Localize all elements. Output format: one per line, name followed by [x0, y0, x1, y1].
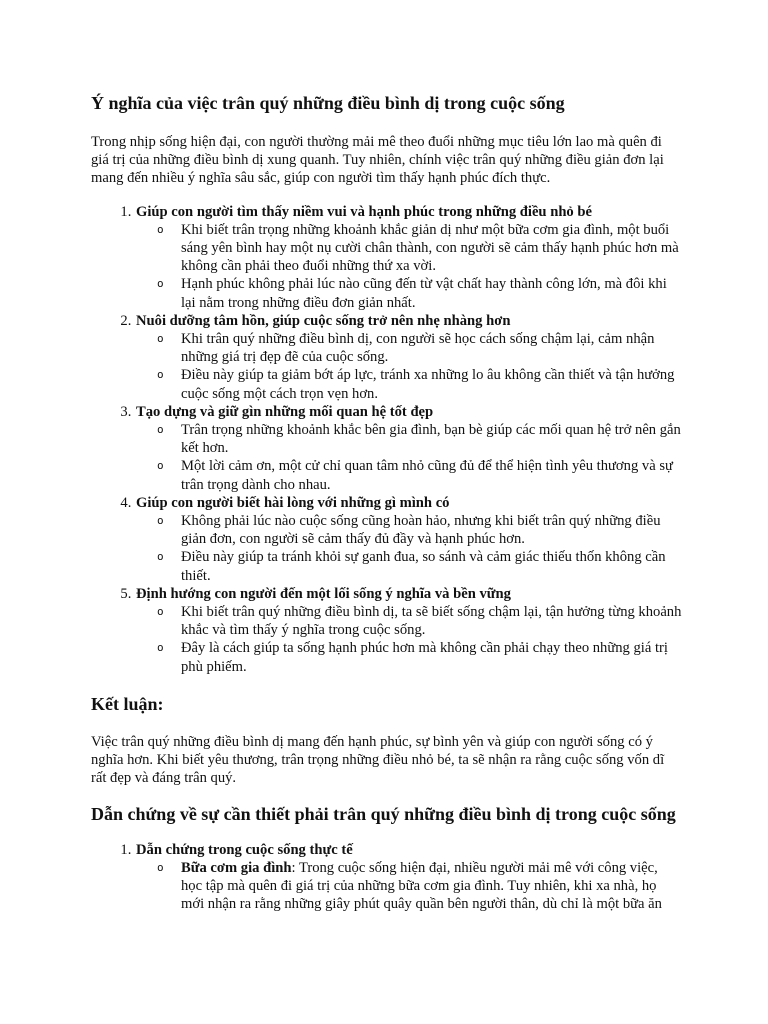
sub-bullet-list	[136, 603, 682, 676]
conclusion-heading: Kết luận:	[91, 693, 164, 714]
intro-paragraph: Trong nhịp sống hiện đại, con người thường mải mê theo đuổi những mục tiêu lớn lao mà quên đi giá trị của những điều bình dị xung quanh. Tuy nhiên, chính việc trân quý những điều giản đơn lại mang đến nhiều ý nghĩa sâu sắc, giúp con người tìm thấy hạnh phúc đích thực.	[91, 134, 664, 187]
sub-bullet: o Khi trân quý những điều bình dị, con người sẽ học cách sống chậm lại, cảm nhận những giá trị đẹp đẽ của cuộc sống.	[157, 330, 682, 366]
sub-bullet: o Không phải lúc nào cuộc sống cũng hoàn hảo, nhưng khi biết trân quý những điều giản đơn, con người sẽ cảm thấy đủ đầy và hạnh phúc hơn.	[157, 512, 682, 548]
sub-bullet-list	[136, 330, 682, 403]
list-item	[135, 841, 682, 914]
sub-bullet-list	[136, 512, 682, 585]
point-heading: Giúp con người biết hài lòng với những gì mình có	[136, 494, 450, 511]
point-heading: Tạo dựng và giữ gìn những mối quan hệ tốt đẹp	[136, 403, 434, 420]
sub-bullet: o Điều này giúp ta giảm bớt áp lực, tránh xa những lo âu không cần thiết và tận hưởng cuộc sống một cách trọn vẹn hơn.	[157, 366, 682, 402]
sub-bullet: o Trân trọng những khoảnh khắc bên gia đình, bạn bè giúp các mối quan hệ trở nên gắn kết hơn.	[157, 421, 682, 457]
meaning-list	[91, 203, 682, 676]
sub-bullet: o Điều này giúp ta tránh khỏi sự ganh đua, so sánh và cảm giác thiếu thốn không cần thiết.	[157, 548, 682, 584]
sub-bullet: o Một lời cảm ơn, một cử chỉ quan tâm nhỏ cũng đủ để thể hiện tình yêu thương và sự trân trọng dành cho nhau.	[157, 457, 682, 493]
point-heading: Định hướng con người đến một lối sống ý nghĩa và bền vững	[136, 585, 511, 602]
sub-bullet: o Đây là cách giúp ta sống hạnh phúc hơn mà không cần phải chạy theo những giá trị phù phiếm.	[157, 639, 682, 675]
point-heading: Giúp con người tìm thấy niềm vui và hạnh phúc trong những điều nhỏ bé	[136, 203, 592, 220]
list-item	[135, 494, 682, 585]
sub-bullet-list	[136, 421, 682, 494]
bullet-text: : Trong cuộc sống hiện đại, nhiều người mải mê với công việc, học tập mà quên đi giá trị của những bữa cơm gia đình. Tuy nhiên, khi xa nhà, họ mới nhận ra rằng những giây phút quây quần bên người thân, dù chỉ là một bữa ăn	[181, 859, 662, 913]
list-item	[135, 403, 682, 494]
list-item	[135, 203, 682, 312]
sub-bullet-list	[136, 859, 682, 914]
sub-bullet: o Khi biết trân trọng những khoảnh khắc giản dị như một bữa cơm gia đình, một buổi sáng yên bình hay một nụ cười chân thành, con người sẽ cảm thấy hạnh phúc hơn mà không cần phải theo đuổi những thứ xa vời.	[157, 221, 682, 276]
point-heading: Nuôi dưỡng tâm hồn, giúp cuộc sống trở nên nhẹ nhàng hơn	[136, 312, 511, 329]
document-title: Ý nghĩa của việc trân quý những điều bình dị trong cuộc sống	[91, 93, 565, 113]
sub-bullet: o Hạnh phúc không phải lúc nào cũng đến từ vật chất hay thành công lớn, mà đôi khi lại nằm trong những điều đơn giản nhất.	[157, 275, 682, 311]
sub-bullet-list	[136, 221, 682, 312]
list-item	[135, 312, 682, 403]
conclusion-paragraph: Việc trân quý những điều bình dị mang đến hạnh phúc, sự bình yên và giúp con người sống có ý nghĩa hơn. Khi biết yêu thương, trân trọng những điều nhỏ bé, ta sẽ nhận ra rằng cuộc sống vốn dĩ rất đẹp và đáng trân quý.	[91, 733, 665, 787]
sub-bullet	[157, 859, 682, 914]
list-item	[135, 585, 682, 676]
bullet-label: Bữa cơm gia đình	[181, 859, 292, 876]
evidence-list	[91, 841, 682, 914]
evidence-item-heading: Dẫn chứng trong cuộc sống thực tế	[136, 841, 353, 858]
sub-bullet: o Khi biết trân quý những điều bình dị, ta sẽ biết sống chậm lại, tận hưởng từng khoảnh khắc và tìm thấy ý nghĩa trong cuộc sống.	[157, 603, 682, 639]
evidence-heading: Dẫn chứng về sự cần thiết phải trân quý những điều bình dị trong cuộc sống	[91, 803, 676, 824]
